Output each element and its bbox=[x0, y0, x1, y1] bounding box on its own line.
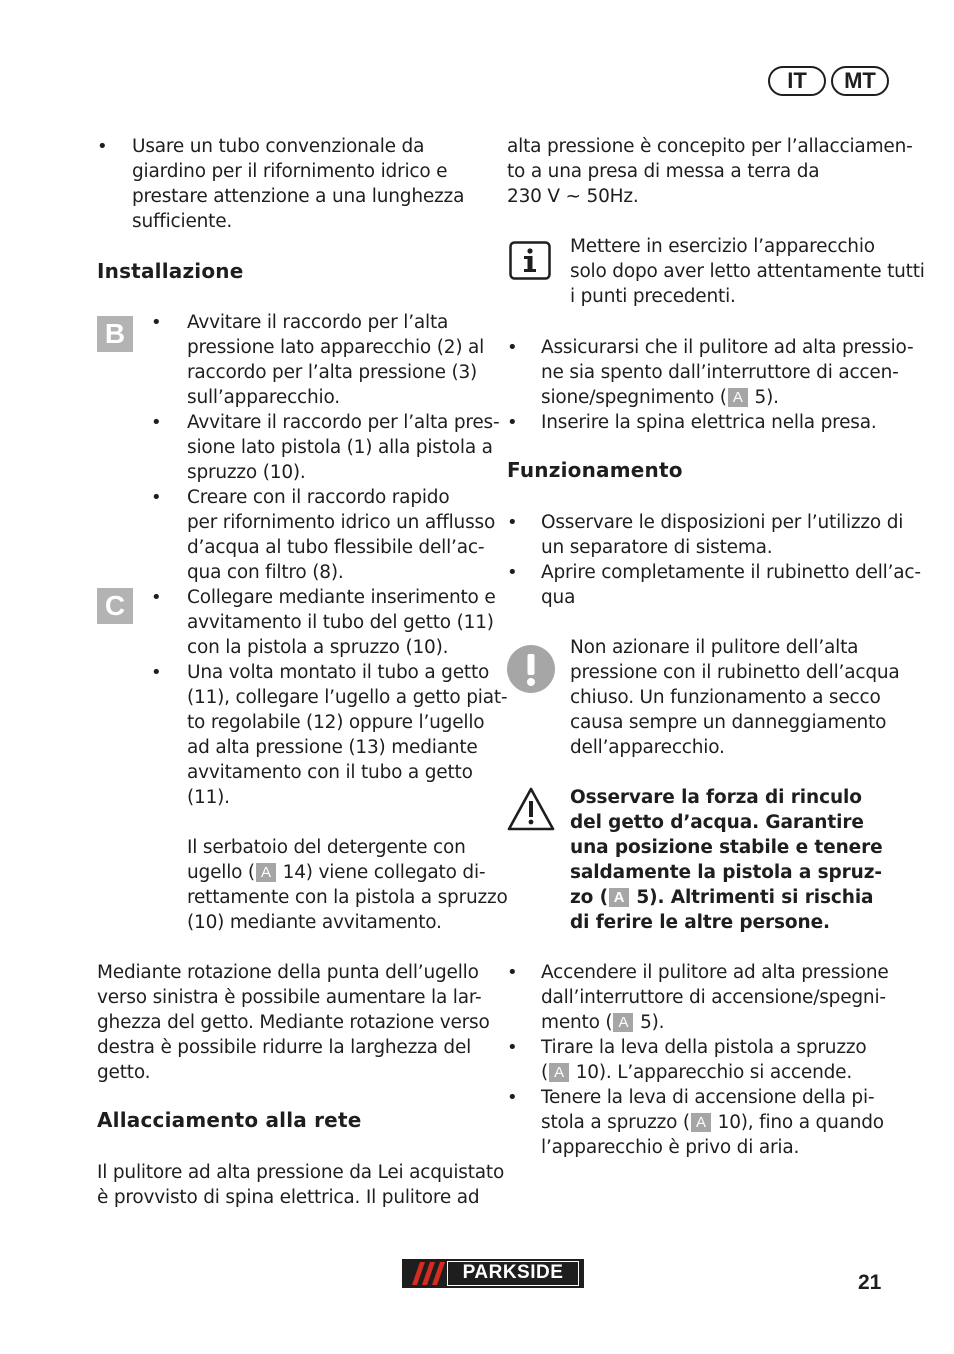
bullet: • bbox=[151, 662, 162, 683]
funzionamento-heading: Funzionamento bbox=[507, 458, 683, 482]
figure-a-ref: A bbox=[256, 863, 276, 882]
figure-a-ref: A bbox=[613, 1013, 633, 1032]
install-step-3: Creare con il raccordo rapido per rifornimento idrico un afflusso d’acqua al tubo flessibile dell’ac- qua con filtro (8). bbox=[187, 487, 496, 583]
warning-triangle-icon bbox=[506, 786, 556, 832]
install-step-5: Una volta montato il tubo a getto (11), collegare l’ugello a getto piat- to regolabile (12) oppure l’ugello ad alta pressione (13) mediante avvitamento con il tubo a getto (11). bbox=[187, 662, 508, 808]
operation-step-2: Aprire completamente il rubinetto dell’ac- qua bbox=[541, 562, 921, 608]
bullet: • bbox=[151, 587, 162, 608]
bullet: • bbox=[97, 136, 108, 157]
warning-text: Osservare la forza di rinculo del getto d’acqua. Garantire una posizione stabile e tenere saldamente la pistola a spruz- zo ( A 5). Altrimenti si rischia di ferire le altre persone. bbox=[570, 787, 883, 933]
bullet: • bbox=[151, 487, 162, 508]
bullet: • bbox=[507, 962, 518, 983]
brand-name: PARKSIDE bbox=[447, 1261, 579, 1286]
page-number: 21 bbox=[858, 1271, 882, 1294]
figure-a-ref: A bbox=[728, 388, 748, 407]
bullet: • bbox=[507, 512, 518, 533]
switch-off-step: Assicurarsi che il pulitore ad alta pressio- ne sia spento dall’interruttore di accen- sione/spegnimento ( A 5). bbox=[541, 337, 914, 408]
bullet: • bbox=[507, 562, 518, 583]
figure-a-ref: A bbox=[549, 1063, 569, 1082]
network-paragraph-cont: alta pressione è concepito per l’allacciamen- to a una presa di messa a terra da 230 V ~ 50Hz. bbox=[507, 136, 913, 207]
parkside-logo bbox=[402, 1259, 584, 1288]
logo-stripes bbox=[406, 1262, 446, 1285]
exclamation-icon bbox=[507, 645, 555, 693]
lang-badge-mt: MT bbox=[831, 66, 889, 96]
bullet: • bbox=[151, 312, 162, 333]
hold-lever-step: Tenere la leva di accensione della pi- stola a spruzzo ( A 10), fino a quando l’apparecchio è privo di aria. bbox=[541, 1087, 884, 1158]
bullet: • bbox=[151, 412, 162, 433]
installazione-heading: Installazione bbox=[97, 259, 244, 283]
lang-badge-it: IT bbox=[768, 66, 826, 96]
install-step-4: Collegare mediante inserimento e avvitamento il tubo del getto (11) con la pistola a spruzzo (10). bbox=[187, 587, 496, 658]
detergent-tank-note: Il serbatoio del detergente con ugello ( A 14) viene collegato di- rettamente con la pistola a spruzzo (10) mediante avvitamento. bbox=[187, 837, 508, 933]
bullet: • bbox=[507, 337, 518, 358]
bullet: • bbox=[507, 412, 518, 433]
intro-bullet-text: Usare un tubo convenzionale da giardino per il rifornimento idrico e prestare attenzione a una lunghezza sufficiente. bbox=[132, 136, 465, 232]
bullet: • bbox=[507, 1087, 518, 1108]
allacciamento-heading: Allacciamento alla rete bbox=[97, 1108, 362, 1132]
network-paragraph: Il pulitore ad alta pressione da Lei acquistato è provvisto di spina elettrica. Il pulitore ad bbox=[97, 1162, 505, 1208]
install-step-1: Avvitare il raccordo per l’alta pressione lato apparecchio (2) al raccordo per l’alta pressione (3) sull’apparecchio. bbox=[187, 312, 485, 408]
figure-b-badge: B bbox=[97, 316, 133, 352]
info-note: Mettere in esercizio l’apparecchio solo dopo aver letto attentamente tutti i punti precedenti. bbox=[570, 236, 925, 307]
operation-step-1: Osservare le disposizioni per l’utilizzo di un separatore di sistema. bbox=[541, 512, 904, 558]
notice-text: Non azionare il pulitore dell’alta pressione con il rubinetto dell’acqua chiuso. Un funzionamento a secco causa sempre un danneggiamento dell’apparecchio. bbox=[570, 637, 900, 758]
pull-lever-step: Tirare la leva della pistola a spruzzo ( A 10). L’apparecchio si accende. bbox=[541, 1037, 867, 1083]
figure-c-badge: C bbox=[97, 588, 133, 624]
rotation-paragraph: Mediante rotazione della punta dell’ugello verso sinistra è possibile aumentare la lar- ghezza del getto. Mediante rotazione verso destra è possibile ridurre la larghezza del getto. bbox=[97, 962, 490, 1083]
bullet: • bbox=[507, 1037, 518, 1058]
install-step-2: Avvitare il raccordo per l’alta pres- sione lato pistola (1) alla pistola a spruzzo (10). bbox=[187, 412, 500, 483]
switch-on-step: Accendere il pulitore ad alta pressione dall’interruttore di accensione/spegni- mento ( A 5). bbox=[541, 962, 889, 1033]
plug-in-step: Inserire la spina elettrica nella presa. bbox=[541, 412, 877, 433]
figure-a-ref: A bbox=[691, 1113, 711, 1132]
figure-a-ref: A bbox=[609, 888, 629, 907]
info-icon bbox=[509, 241, 551, 281]
